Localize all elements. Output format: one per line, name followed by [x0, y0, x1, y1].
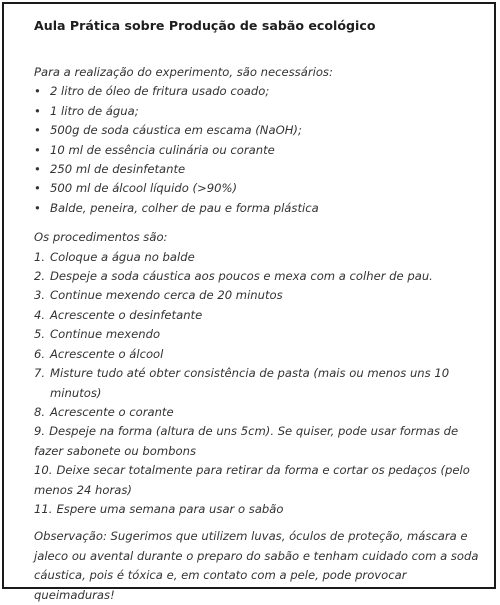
step-number: 9.	[34, 424, 46, 439]
list-item	[34, 345, 484, 364]
bullet-icon: •	[34, 200, 41, 215]
step-text: Despeje a soda cáustica aos poucos e mexa com a colher de pau.	[50, 269, 433, 284]
list-item	[34, 102, 484, 121]
procedures-heading: Os procedimentos são:	[34, 230, 168, 245]
procedures-list	[34, 248, 484, 520]
list-item	[34, 422, 484, 461]
document-content	[34, 16, 484, 605]
material-text: 500g de soda cáustica em escama (NaOH);	[50, 123, 302, 138]
list-item	[34, 364, 484, 403]
list-item	[34, 160, 484, 179]
bullet-icon: •	[34, 123, 41, 138]
list-item	[34, 500, 484, 519]
bullet-icon: •	[34, 142, 41, 157]
bullet-icon: •	[34, 162, 41, 177]
observation-note: Observação: Sugerimos que utilizem luvas, óculos de proteção, máscara e jaleco ou avental durante o preparo do sabão e tenham cuidado com a soda cáustica, pois é tóxica e, em contato com a pele, pode provocar queimaduras!	[34, 529, 479, 602]
step-text: Despeje na forma (altura de uns 5cm). Se quiser, pode usar formas de fazer sabonete ou bombons	[34, 424, 459, 458]
material-text: 1 litro de água;	[50, 103, 139, 118]
material-text: 500 ml de álcool líquido (>90%)	[50, 181, 238, 196]
material-text: 2 litro de óleo de fritura usado coado;	[50, 84, 270, 99]
material-text: 250 ml de desinfetante	[50, 162, 186, 177]
step-number: 11.	[34, 501, 53, 516]
bullet-icon: •	[34, 181, 41, 196]
step-number: 6.	[34, 346, 46, 361]
list-item	[34, 121, 484, 140]
list-item	[34, 286, 484, 305]
material-text: 10 ml de essência culinária ou corante	[50, 142, 275, 157]
list-item	[34, 267, 484, 286]
step-text: Acrescente o álcool	[50, 346, 164, 361]
step-text: Continue mexendo cerca de 20 minutos	[50, 288, 283, 303]
list-item	[34, 306, 484, 325]
step-number: 4.	[34, 307, 46, 322]
list-item	[34, 403, 484, 422]
bullet-icon: •	[34, 84, 41, 99]
list-item	[34, 325, 484, 344]
list-item	[34, 199, 484, 218]
step-number: 10.	[34, 463, 53, 478]
list-item	[34, 82, 484, 101]
step-text: Coloque a água no balde	[50, 249, 195, 264]
document-title: Aula Prática sobre Produção de sabão ecológico	[34, 18, 376, 33]
step-number: 2.	[34, 269, 46, 284]
materials-intro: Para a realização do experimento, são necessários:	[34, 65, 333, 79]
step-number: 5.	[34, 327, 46, 342]
step-text: Espere uma semana para usar o sabão	[56, 501, 284, 516]
step-number: 8.	[34, 404, 46, 419]
bullet-icon: •	[34, 103, 41, 118]
materials-list	[34, 82, 484, 218]
step-text: Deixe secar totalmente para retirar da forma e cortar os pedaços (pelo menos 24 horas)	[34, 463, 470, 497]
list-item	[34, 248, 484, 267]
step-number: 3.	[34, 288, 46, 303]
step-number: 7.	[34, 366, 46, 381]
material-text: Balde, peneira, colher de pau e forma plástica	[50, 200, 319, 215]
list-item	[34, 141, 484, 160]
step-text: Continue mexendo	[50, 327, 161, 342]
step-number: 1.	[34, 249, 46, 264]
document-frame	[2, 2, 496, 602]
list-item	[34, 179, 484, 198]
list-item	[34, 461, 484, 500]
step-text: Misture tudo até obter consistência de pasta (mais ou menos uns 10 minutos)	[50, 366, 450, 400]
step-text: Acrescente o desinfetante	[50, 307, 203, 322]
step-text: Acrescente o corante	[50, 404, 174, 419]
